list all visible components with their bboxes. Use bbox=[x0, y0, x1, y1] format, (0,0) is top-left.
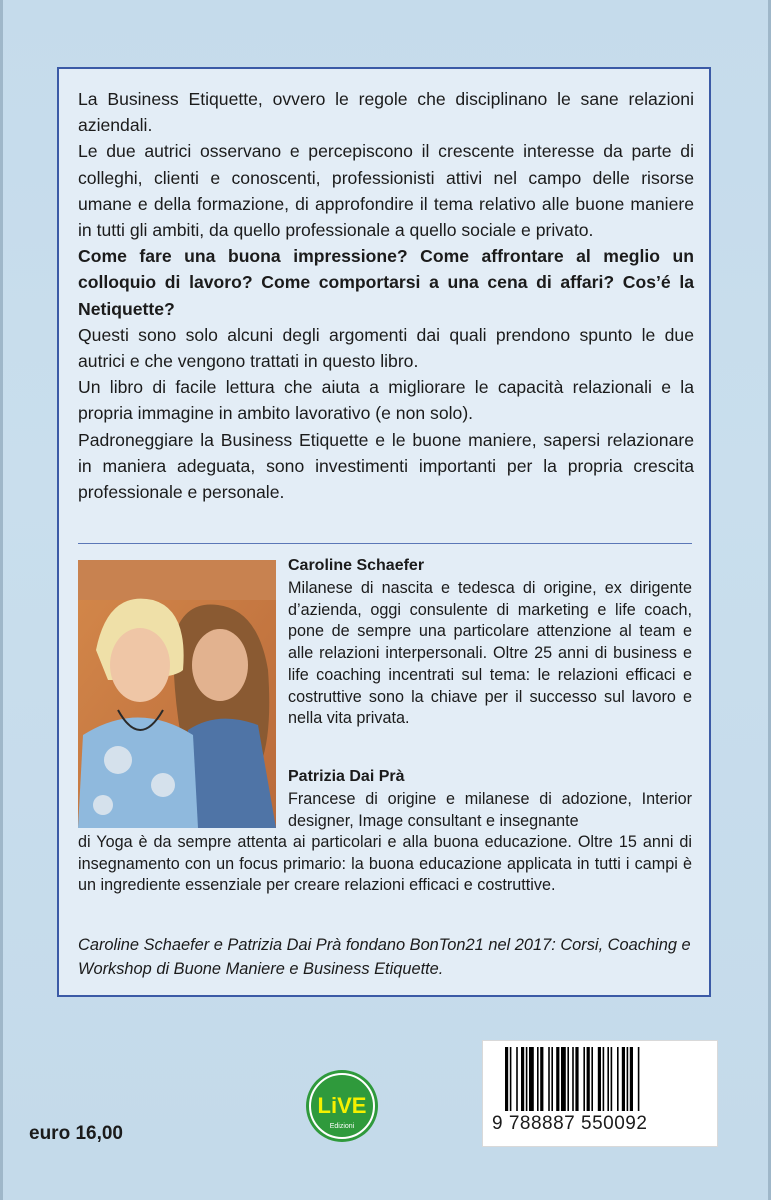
cover-left-edge bbox=[0, 0, 3, 1200]
price-label: euro 16,00 bbox=[29, 1123, 123, 1144]
intro-paragraph-1: La Business Etiquette, ovvero le regole che disciplinano le sane relazioni aziendali. bbox=[78, 89, 694, 136]
intro-questions: Come fare una buona impressione? Come affrontare al meglio un colloquio di lavoro? Come comportarsi a una cena di affari? Cos’é la Netiquette? bbox=[78, 246, 694, 319]
publisher-logo bbox=[304, 1068, 380, 1144]
barcode-digits: 9 788887 550092 bbox=[492, 1113, 648, 1134]
section-divider bbox=[78, 543, 692, 544]
closing-note: Caroline Schaefer e Patrizia Dai Prà fondano BonTon21 nel 2017: Corsi, Coaching e Workshop di Buone Maniere e Business Etiquette. bbox=[78, 936, 691, 978]
authors-photo bbox=[78, 560, 276, 828]
intro-paragraph-5: Un libro di facile lettura che aiuta a migliorare le capacità relazionali e la propria immagine in ambito lavorativo (e non solo). bbox=[78, 377, 694, 424]
intro-paragraph-4: Questi sono solo alcuni degli argomenti dai quali prendono spunto le due autrici e che vengono trattati in questo libro. bbox=[78, 324, 694, 372]
barcode-bars bbox=[483, 1041, 717, 1113]
author2-name: Patrizia Dai Prà bbox=[288, 768, 405, 785]
author1-bio: Milanese di nascita e tedesca di origine, ex dirigente d’azienda, oggi consulente di marketing e life coach, pone de sempre una particolare attenzione al team e alle relazioni interpersonali. Oltre 25 anni di business e life coaching incentrati sul tema: le relazioni efficaci e costruttive sono la chiave per il successo sul lavoro e nella vita privata. bbox=[288, 579, 692, 728]
intro-paragraph-2: Le due autrici osservano e percepiscono il crescente interesse da parte di colleghi, clienti e conoscenti, professionisti attivi nel campo delle risorse umane e della formazione, di approfondire il tema relativo alle buone maniere in tutti gli ambiti, da quello professionale a quello sociale e privato. bbox=[78, 141, 694, 241]
author2-bio-top: Francese di origine e milanese di adozione, Interior designer, Image consultant e insegnante bbox=[288, 790, 692, 830]
author1-name: Caroline Schaefer bbox=[288, 557, 425, 574]
intro-text bbox=[78, 86, 694, 505]
author2-bio-full: di Yoga è da sempre attenta ai particolari e alla buona educazione. Oltre 15 anni di insegnamento con un focus primario: la buona educazione applicata in tutti i campi è un ingrediente essenziale per creare relazioni efficaci e costruttive. bbox=[78, 833, 692, 895]
logo-subtext: Edizioni bbox=[329, 1123, 355, 1130]
logo-text: LiVE bbox=[317, 1093, 367, 1118]
intro-paragraph-6: Padroneggiare la Business Etiquette e le buone maniere, sapersi relazionare in maniera adeguata, sono investimenti importanti per la propria crescita professionale e personale. bbox=[78, 429, 694, 503]
